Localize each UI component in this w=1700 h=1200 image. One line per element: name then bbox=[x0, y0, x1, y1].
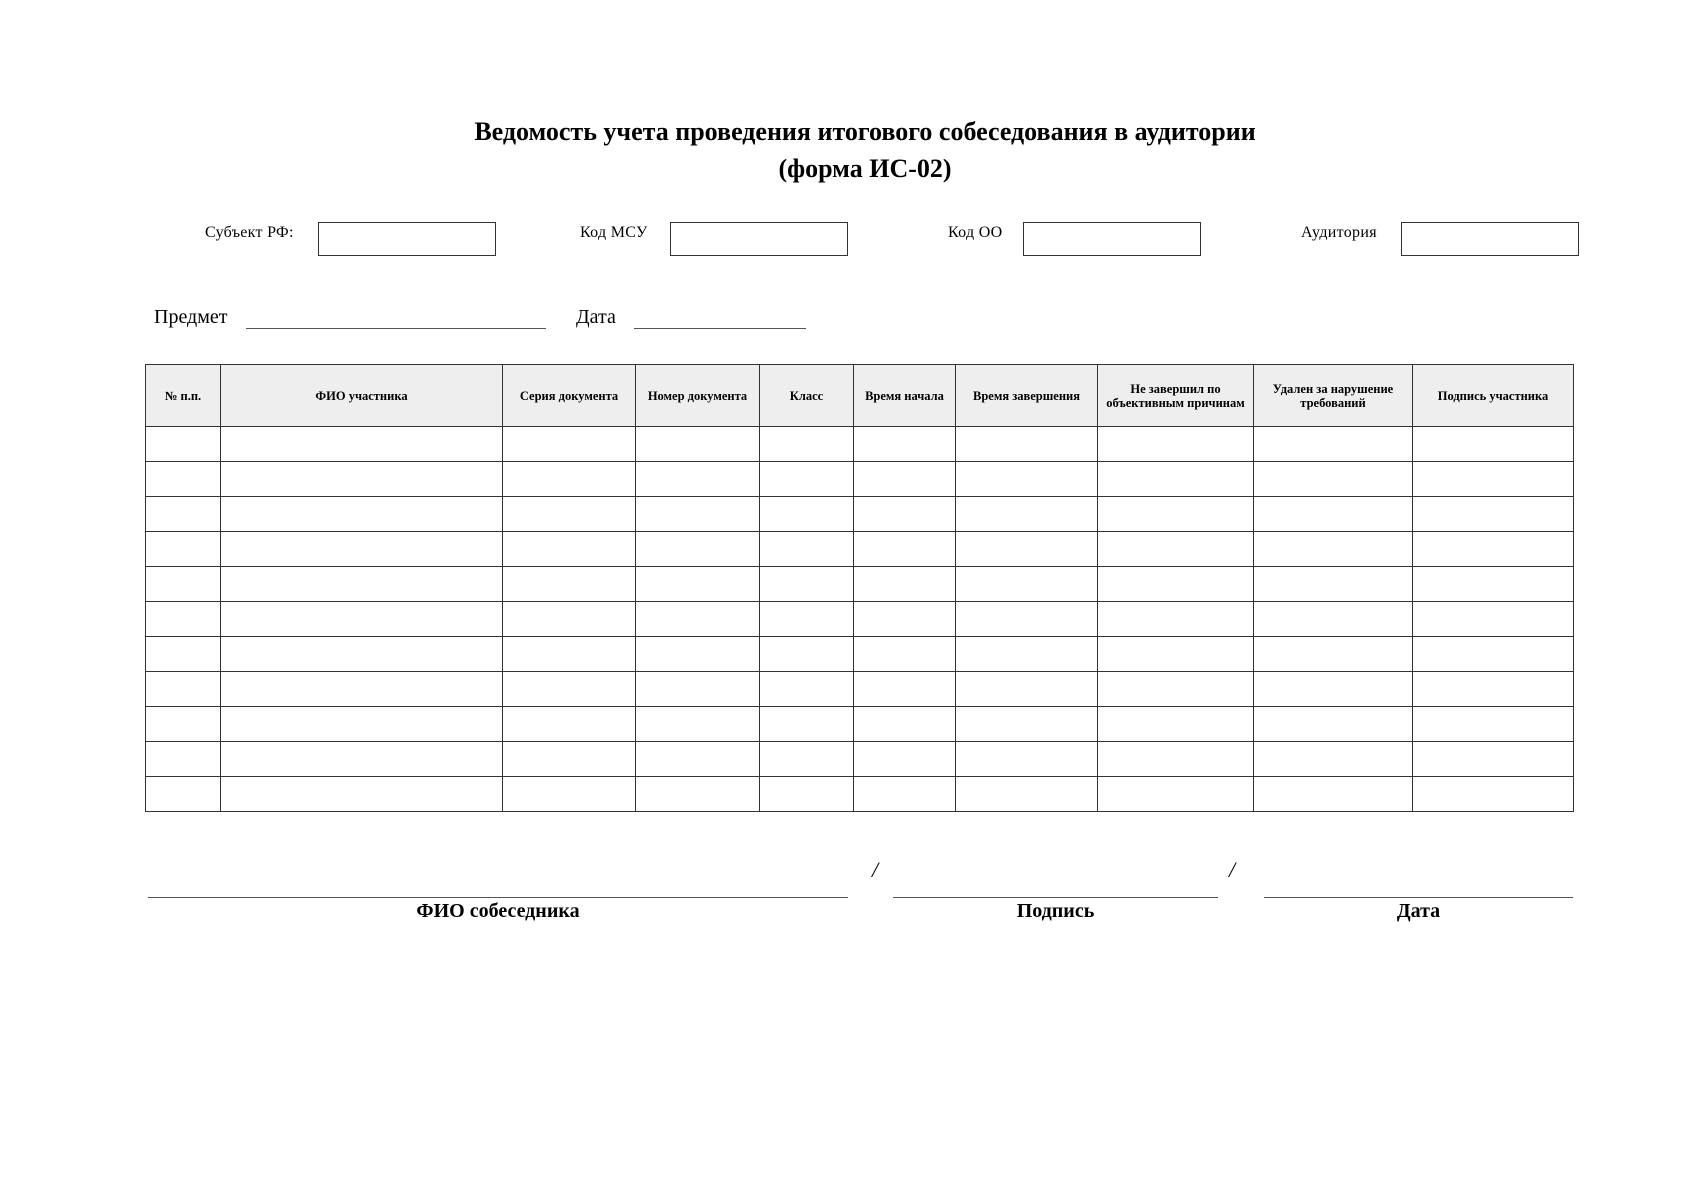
table-cell[interactable] bbox=[1098, 602, 1254, 637]
table-cell[interactable] bbox=[760, 742, 854, 777]
table-cell[interactable] bbox=[760, 462, 854, 497]
table-cell[interactable] bbox=[221, 427, 503, 462]
form-title-line-1: Ведомость учета проведения итогового собеседования в аудитории bbox=[474, 117, 1256, 146]
table-header-row bbox=[146, 365, 1574, 427]
table-cell[interactable] bbox=[854, 777, 956, 812]
table-cell[interactable] bbox=[956, 602, 1098, 637]
signature-label: Подпись bbox=[1016, 900, 1095, 922]
column-header: ФИО участника bbox=[221, 365, 503, 427]
table-cell[interactable] bbox=[503, 567, 636, 602]
table-cell[interactable] bbox=[221, 637, 503, 672]
table-cell[interactable] bbox=[221, 777, 503, 812]
table-cell[interactable] bbox=[636, 462, 760, 497]
table-cell[interactable] bbox=[636, 497, 760, 532]
table-cell[interactable] bbox=[1413, 672, 1574, 707]
table-cell[interactable] bbox=[1098, 637, 1254, 672]
table-cell[interactable] bbox=[1413, 427, 1574, 462]
table-cell[interactable] bbox=[636, 707, 760, 742]
table-cell[interactable] bbox=[854, 602, 956, 637]
table-cell[interactable] bbox=[1413, 497, 1574, 532]
table-cell[interactable] bbox=[1098, 672, 1254, 707]
separator-slash: / bbox=[1229, 857, 1236, 882]
table-cell[interactable] bbox=[146, 427, 221, 462]
table-cell[interactable] bbox=[1254, 462, 1413, 497]
table-row bbox=[146, 567, 1574, 602]
table-cell[interactable] bbox=[146, 672, 221, 707]
interviewer-name-line[interactable] bbox=[148, 897, 848, 898]
table-cell[interactable] bbox=[636, 567, 760, 602]
table-row bbox=[146, 637, 1574, 672]
table-cell[interactable] bbox=[956, 532, 1098, 567]
table-cell[interactable] bbox=[636, 427, 760, 462]
table-cell[interactable] bbox=[956, 707, 1098, 742]
table-row bbox=[146, 707, 1574, 742]
table-cell[interactable] bbox=[1098, 497, 1254, 532]
table-cell[interactable] bbox=[760, 777, 854, 812]
table-cell[interactable] bbox=[1254, 777, 1413, 812]
table-cell[interactable] bbox=[146, 602, 221, 637]
table-row bbox=[146, 427, 1574, 462]
table-cell[interactable] bbox=[146, 707, 221, 742]
table-cell[interactable] bbox=[146, 532, 221, 567]
table-cell[interactable] bbox=[1413, 777, 1574, 812]
table-cell[interactable] bbox=[1098, 777, 1254, 812]
column-header: Удален за нарушение требований bbox=[1254, 365, 1413, 427]
separator-slash: / bbox=[872, 857, 879, 882]
participants-table bbox=[145, 364, 1574, 812]
signature-date-line[interactable] bbox=[1264, 897, 1573, 898]
table-cell[interactable] bbox=[221, 672, 503, 707]
date-label: Дата bbox=[576, 306, 616, 328]
table-cell[interactable] bbox=[1413, 707, 1574, 742]
column-header: Время завершения bbox=[956, 365, 1098, 427]
table-row bbox=[146, 742, 1574, 777]
table-cell[interactable] bbox=[854, 567, 956, 602]
table-cell[interactable] bbox=[956, 497, 1098, 532]
table-cell[interactable] bbox=[1413, 742, 1574, 777]
table-cell[interactable] bbox=[854, 532, 956, 567]
table-row bbox=[146, 602, 1574, 637]
column-header: Серия документа bbox=[503, 365, 636, 427]
table-cell[interactable] bbox=[636, 777, 760, 812]
school-code-field[interactable] bbox=[1023, 222, 1201, 256]
region-label: Субъект РФ: bbox=[205, 224, 294, 241]
table-cell[interactable] bbox=[1254, 602, 1413, 637]
column-header: Подпись участника bbox=[1413, 365, 1574, 427]
auditorium-field[interactable] bbox=[1401, 222, 1579, 256]
table-cell[interactable] bbox=[760, 707, 854, 742]
table-cell[interactable] bbox=[221, 742, 503, 777]
table-cell[interactable] bbox=[1254, 567, 1413, 602]
table-cell[interactable] bbox=[146, 777, 221, 812]
table-cell[interactable] bbox=[1254, 427, 1413, 462]
table-cell[interactable] bbox=[854, 637, 956, 672]
table-cell[interactable] bbox=[221, 462, 503, 497]
subject-line[interactable] bbox=[246, 328, 546, 329]
table-cell[interactable] bbox=[636, 672, 760, 707]
table-cell[interactable] bbox=[146, 497, 221, 532]
table-cell[interactable] bbox=[760, 532, 854, 567]
table-cell[interactable] bbox=[956, 462, 1098, 497]
table-cell[interactable] bbox=[956, 427, 1098, 462]
table-cell[interactable] bbox=[221, 532, 503, 567]
table-cell[interactable] bbox=[1098, 427, 1254, 462]
table-cell[interactable] bbox=[956, 777, 1098, 812]
table-cell[interactable] bbox=[1098, 742, 1254, 777]
table-cell[interactable] bbox=[503, 777, 636, 812]
table-cell[interactable] bbox=[956, 637, 1098, 672]
table-row bbox=[146, 497, 1574, 532]
column-header: № п.п. bbox=[146, 365, 221, 427]
table-cell[interactable] bbox=[636, 602, 760, 637]
table-cell[interactable] bbox=[503, 707, 636, 742]
table-cell[interactable] bbox=[503, 637, 636, 672]
table-cell[interactable] bbox=[503, 497, 636, 532]
table-cell[interactable] bbox=[146, 637, 221, 672]
table-cell[interactable] bbox=[221, 567, 503, 602]
table-cell[interactable] bbox=[1254, 532, 1413, 567]
table-cell[interactable] bbox=[1413, 567, 1574, 602]
table-cell[interactable] bbox=[760, 602, 854, 637]
table-cell[interactable] bbox=[1098, 532, 1254, 567]
column-header: Не завершил по объективным причинам bbox=[1098, 365, 1254, 427]
table-cell[interactable] bbox=[854, 672, 956, 707]
table-cell[interactable] bbox=[760, 672, 854, 707]
form-title bbox=[0, 113, 1700, 187]
table-cell[interactable] bbox=[503, 462, 636, 497]
table-cell[interactable] bbox=[636, 742, 760, 777]
msu-code-field[interactable] bbox=[670, 222, 848, 256]
table-cell[interactable] bbox=[760, 427, 854, 462]
table-cell[interactable] bbox=[1098, 707, 1254, 742]
table-cell[interactable] bbox=[854, 742, 956, 777]
table-cell[interactable] bbox=[146, 567, 221, 602]
table-cell[interactable] bbox=[1254, 672, 1413, 707]
table-cell[interactable] bbox=[1413, 637, 1574, 672]
msu-code-label: Код МСУ bbox=[580, 224, 648, 241]
region-field[interactable] bbox=[318, 222, 496, 256]
table-cell[interactable] bbox=[956, 742, 1098, 777]
table-cell[interactable] bbox=[1254, 707, 1413, 742]
interviewer-name-label: ФИО собеседника bbox=[416, 900, 580, 922]
table-cell[interactable] bbox=[636, 637, 760, 672]
table-cell[interactable] bbox=[503, 672, 636, 707]
table-row bbox=[146, 672, 1574, 707]
table-cell[interactable] bbox=[1254, 637, 1413, 672]
table-cell[interactable] bbox=[221, 602, 503, 637]
table-cell[interactable] bbox=[854, 462, 956, 497]
table-cell[interactable] bbox=[1413, 602, 1574, 637]
signature-line[interactable] bbox=[893, 897, 1218, 898]
column-header: Класс bbox=[760, 365, 854, 427]
table-cell[interactable] bbox=[956, 567, 1098, 602]
form-title-line-2: (форма ИС-02) bbox=[778, 154, 952, 183]
table-cell[interactable] bbox=[760, 497, 854, 532]
table-cell[interactable] bbox=[636, 532, 760, 567]
column-header: Номер документа bbox=[636, 365, 760, 427]
table-cell[interactable] bbox=[760, 637, 854, 672]
table-cell[interactable] bbox=[146, 462, 221, 497]
table-cell[interactable] bbox=[1098, 462, 1254, 497]
table-body bbox=[146, 427, 1574, 812]
table-cell[interactable] bbox=[146, 742, 221, 777]
table-cell[interactable] bbox=[1413, 462, 1574, 497]
subject-label: Предмет bbox=[154, 306, 228, 328]
table-cell[interactable] bbox=[854, 497, 956, 532]
table-row bbox=[146, 777, 1574, 812]
signature-date-label: Дата bbox=[1396, 900, 1441, 922]
table-cell[interactable] bbox=[854, 427, 956, 462]
table-cell[interactable] bbox=[1413, 532, 1574, 567]
school-code-label: Код ОО bbox=[948, 224, 1003, 241]
table-cell[interactable] bbox=[1254, 497, 1413, 532]
auditorium-label: Аудитория bbox=[1301, 224, 1377, 241]
table-cell[interactable] bbox=[221, 497, 503, 532]
table-cell[interactable] bbox=[503, 742, 636, 777]
column-header: Время начала bbox=[854, 365, 956, 427]
table-cell[interactable] bbox=[221, 707, 503, 742]
table-cell[interactable] bbox=[1254, 742, 1413, 777]
table-cell[interactable] bbox=[503, 427, 636, 462]
table-cell[interactable] bbox=[503, 532, 636, 567]
table-row bbox=[146, 462, 1574, 497]
table-cell[interactable] bbox=[1098, 567, 1254, 602]
table-cell[interactable] bbox=[760, 567, 854, 602]
table-row bbox=[146, 532, 1574, 567]
table-cell[interactable] bbox=[854, 707, 956, 742]
table-cell[interactable] bbox=[956, 672, 1098, 707]
table-cell[interactable] bbox=[503, 602, 636, 637]
date-line[interactable] bbox=[634, 328, 806, 329]
